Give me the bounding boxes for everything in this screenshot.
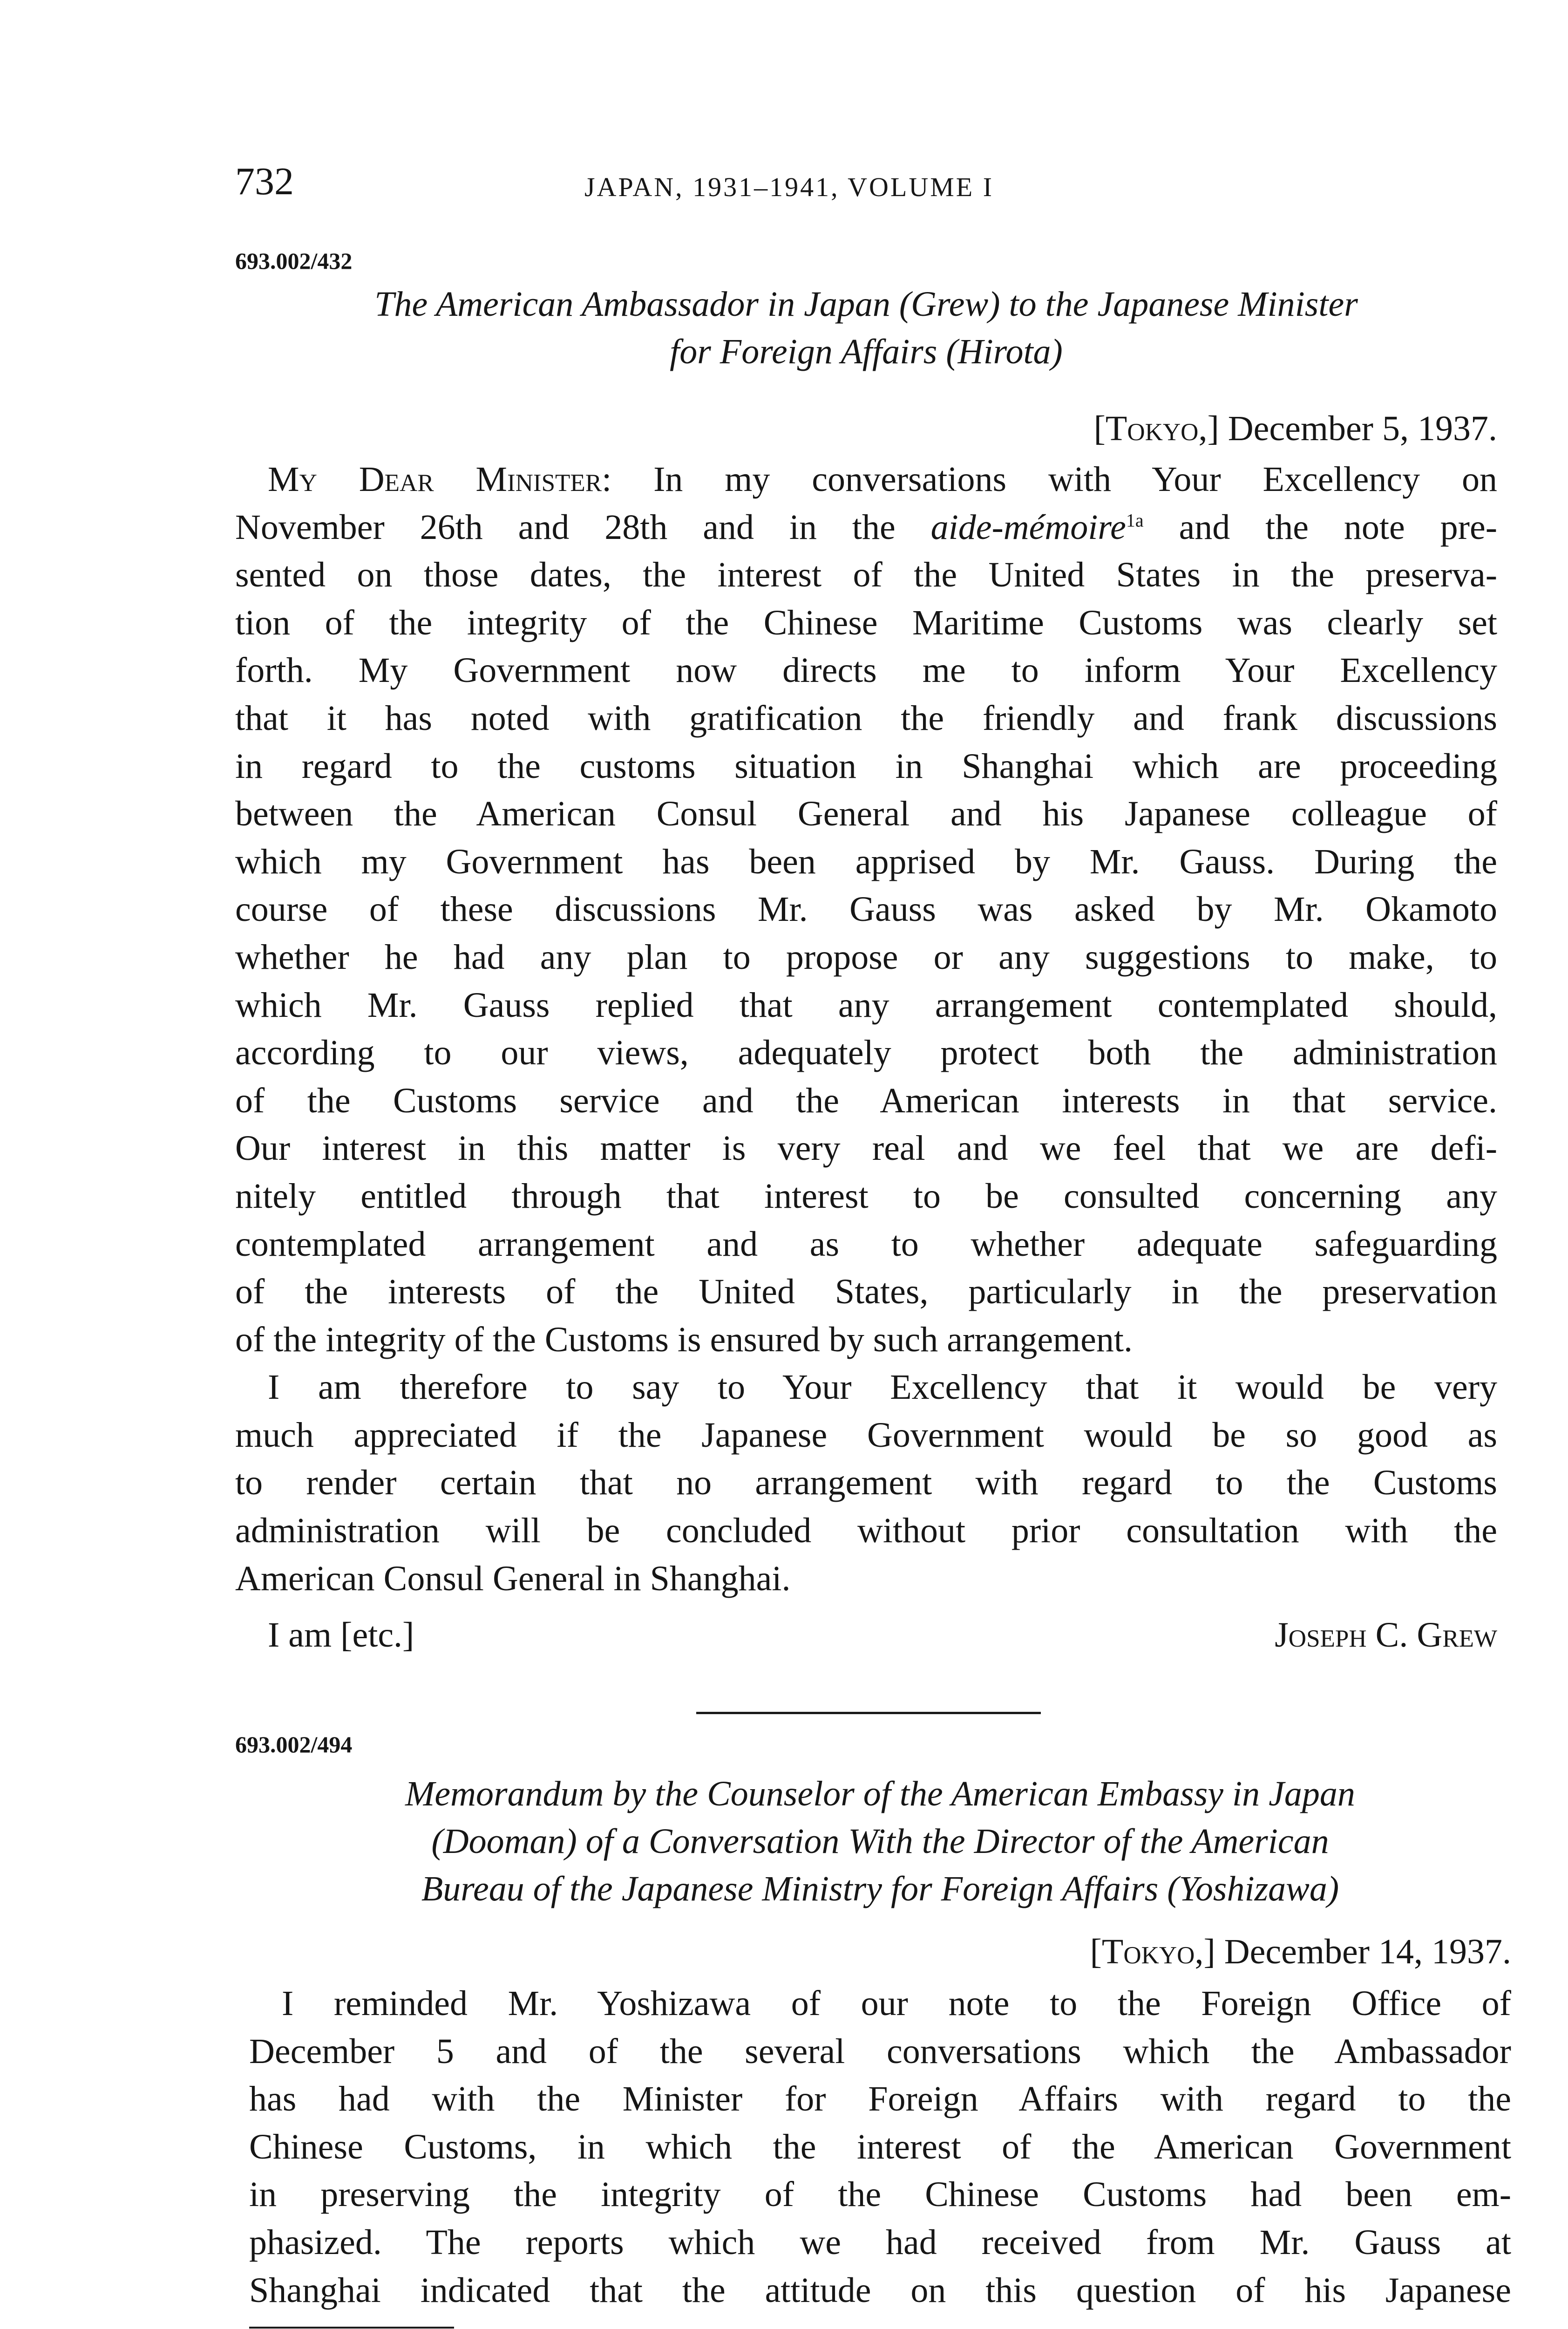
aide-memoire-term: aide-mémoire [930,507,1126,547]
letter-line: forth. My Government now directs me to inform Your Excellency [235,651,1497,690]
letter-line: course of these discussions Mr. Gauss was asked by Mr. Okamoto [235,890,1497,929]
letter-line: tion of the integrity of the Chinese Maritime Customs was clearly set [235,603,1497,642]
file-number-2: 693.002/494 [235,1731,353,1757]
letter-line: much appreciated if the Japanese Government would be so good as [235,1415,1497,1455]
memo-line: phasized. The reports which we had received from Mr. Gauss at [249,2222,1511,2262]
letter-line: whether he had any plan to propose or any suggestions to make, to [235,937,1497,977]
letter-line: My Dear Minister: In my conversations with Your Excellency on [268,460,1497,499]
dateline-2 [931,1928,1511,1975]
letter-line: which Mr. Gauss replied that any arrangement contemplated should, [235,985,1497,1025]
letter-line: November 26th and 28th and in the aide-mémoire$^{1a}$ and the note pre- [235,507,1497,547]
letter-line: I am therefore to say to Your Excellency that it would be very [268,1368,1497,1407]
dateline-2-date: December 14, 1937. [1224,1932,1511,1971]
memo-line: in preserving the integrity of the Chinese Customs had been em- [249,2175,1511,2214]
document-heading-1 [235,280,1497,375]
document-heading-2 [249,1770,1511,1913]
page-number: 732 [235,160,294,203]
letter-line: which my Government has been apprised by Mr. Gauss. During the [235,842,1497,881]
memorandum-body [249,1980,1511,2314]
memo-line: I reminded Mr. Yoshizawa of our note to the Foreign Office of [282,1984,1511,2023]
heading-2-line-3: Bureau of the Japanese Ministry for Foreign Affairs (Yoshizawa) [421,1869,1339,1908]
letter-line: administration will be concluded without prior consultation with the [235,1511,1497,1551]
letter-line: that it has noted with gratification the friendly and frank discussions [235,698,1497,738]
dateline-2-place: [Tokyo,] [1090,1932,1215,1971]
footnote-rule [249,2327,454,2329]
letter-line: Our interest in this matter is very real and we feel that we are defi- [235,1129,1497,1168]
running-title: JAPAN, 1931–1941, VOLUME I [584,172,994,202]
memo-line: Chinese Customs, in which the interest of the American Government [249,2127,1511,2166]
dateline-1-place: [Tokyo,] [1093,409,1219,448]
dateline-1 [941,405,1497,452]
heading-1-line-2: for Foreign Affairs (Hirota) [670,332,1063,371]
memo-line: Shanghai indicated that the attitude on this question of his Japanese [249,2270,1511,2310]
letter-line: to render certain that no arrangement with regard to the Customs [235,1463,1497,1503]
footnote-reference[interactable]: 1a [1126,510,1144,531]
memo-line: December 5 and of the several conversations which the Ambassador [249,2031,1511,2071]
memo-line: has had with the Minister for Foreign Affairs with regard to the [249,2079,1511,2119]
section-separator [696,1712,1041,1714]
letter-line: of the Customs service and the American interests in that service. [235,1081,1497,1120]
letter-line: sented on those dates, the interest of the United States in the preserva- [235,555,1497,595]
letter-body [235,456,1497,1602]
heading-2-line-1: Memorandum by the Counselor of the American Embassy in Japan [405,1774,1355,1813]
file-number-1: 693.002/432 [235,248,353,274]
heading-1-line-1: The American Ambassador in Japan (Grew) to the Japanese Minister [374,285,1358,324]
dateline-1-date: December 5, 1937. [1228,409,1497,448]
heading-2-line-2: (Dooman) of a Conversation With the Director of the American [431,1822,1329,1861]
signature: Joseph C. Grew [1275,1615,1497,1655]
letter-line: nitely entitled through that interest to be consulted concerning any [235,1176,1497,1216]
letter-line: American Consul General in Shanghai. [235,1559,791,1598]
salutation: My Dear Minister [268,460,602,499]
letter-line: according to our views, adequately protect both the administration [235,1033,1497,1073]
letter-line: of the interests of the United States, particularly in the preservation [235,1272,1497,1312]
closing: I am [etc.] [268,1615,414,1655]
letter-line: in regard to the customs situation in Shanghai which are proceeding [235,746,1497,786]
letter-line: between the American Consul General and his Japanese colleague of [235,794,1497,834]
letter-line: contemplated arrangement and as to whether adequate safeguarding [235,1224,1497,1264]
letter-line-text: In my conversations with Your Excellency on [653,460,1497,499]
letter-line: of the integrity of the Customs is ensured by such arrangement. [235,1320,1133,1359]
